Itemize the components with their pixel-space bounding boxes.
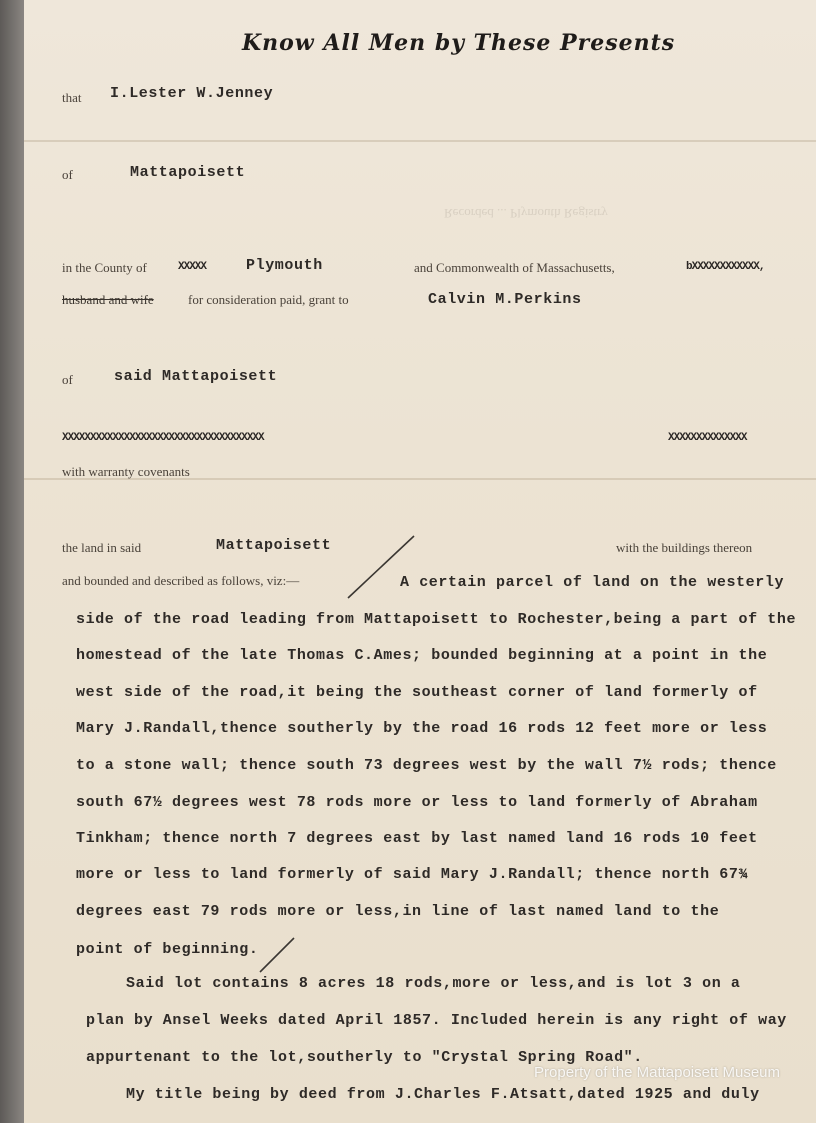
scan-edge [0,0,24,1123]
lot-line: plan by Ansel Weeks dated April 1857. Included herein is any right of way [86,1012,787,1029]
body-line: degrees east 79 rods more or less,in line of last named land to the [76,903,720,920]
covenants-text: with warranty covenants [62,464,190,479]
grantee-town-label: of [62,372,73,387]
body-line: side of the road leading from Mattapoisett to Rochester,being a part of the [76,611,797,628]
grantor-town-label: of [62,167,73,182]
consideration-text: for consideration paid, grant to [188,292,349,307]
body-line: west side of the road,it being the southeast corner of land formerly of [76,684,758,701]
county-name: Plymouth [246,257,323,274]
pen-slash-mark [260,938,294,972]
grantee-town: said Mattapoisett [114,368,278,385]
struck-tail: bXXXXXXXXXXXX, [686,261,765,273]
struck-husband-wife: husband and wife [62,292,154,307]
body-line: more or less to land formerly of said Mary J.Randall; thence north 67¾ [76,866,749,883]
grantor-name: I.Lester W.Jenney [110,85,274,102]
body-line: to a stone wall; thence south 73 degrees west by the wall 7½ rods; thence [76,757,777,774]
body-line: homestead of the late Thomas C.Ames; bounded beginning at a point in the [76,647,768,664]
county-label: in the County of [62,260,147,275]
struck-line-left: XXXXXXXXXXXXXXXXXXXXXXXXXXXXXXXXXXXX [62,432,264,444]
land-town: Mattapoisett [216,537,332,554]
pen-marks [24,0,816,1123]
buildings-text: with the buildings thereon [616,540,753,555]
museum-watermark: Property of the Mattapoisett Museum [534,1064,780,1081]
lot-line: appurtenant to the lot,southerly to "Crystal Spring Road". [86,1049,643,1066]
body-line: A certain parcel of land on the westerly [400,574,785,591]
bleed-through: Recorded ... Plymouth Registry [444,206,608,221]
body-line: Tinkham; thence north 7 degrees east by last named land 16 rods 10 feet [76,830,758,847]
lot-line: Said lot contains 8 acres 18 rods,more or less,and is lot 3 on a [126,975,741,992]
deed-page [24,0,816,1123]
pen-slash-mark [348,536,414,598]
grantor-label: that [62,90,82,105]
struck-line-right: XXXXXXXXXXXXXX [668,432,747,444]
document-title: Know All Men by These Presents [242,30,676,56]
bounded-label: and bounded and described as follows, viz:— [62,573,300,588]
commonwealth-text: and Commonwealth of Massachusetts, [414,260,615,275]
grantor-town: Mattapoisett [130,164,246,181]
land-label: the land in said [62,540,142,555]
body-line: south 67½ degrees west 78 rods more or less to land formerly of Abraham [76,794,758,811]
body-line: Mary J.Randall,thence southerly by the road 16 rods 12 feet more or less [76,720,768,737]
struck-county: XXXXX [178,261,207,273]
body-line: point of beginning. [76,941,259,958]
title-line: My title being by deed from J.Charles F.Atsatt,dated 1925 and duly [126,1086,760,1103]
grantee-name: Calvin M.Perkins [428,291,582,308]
